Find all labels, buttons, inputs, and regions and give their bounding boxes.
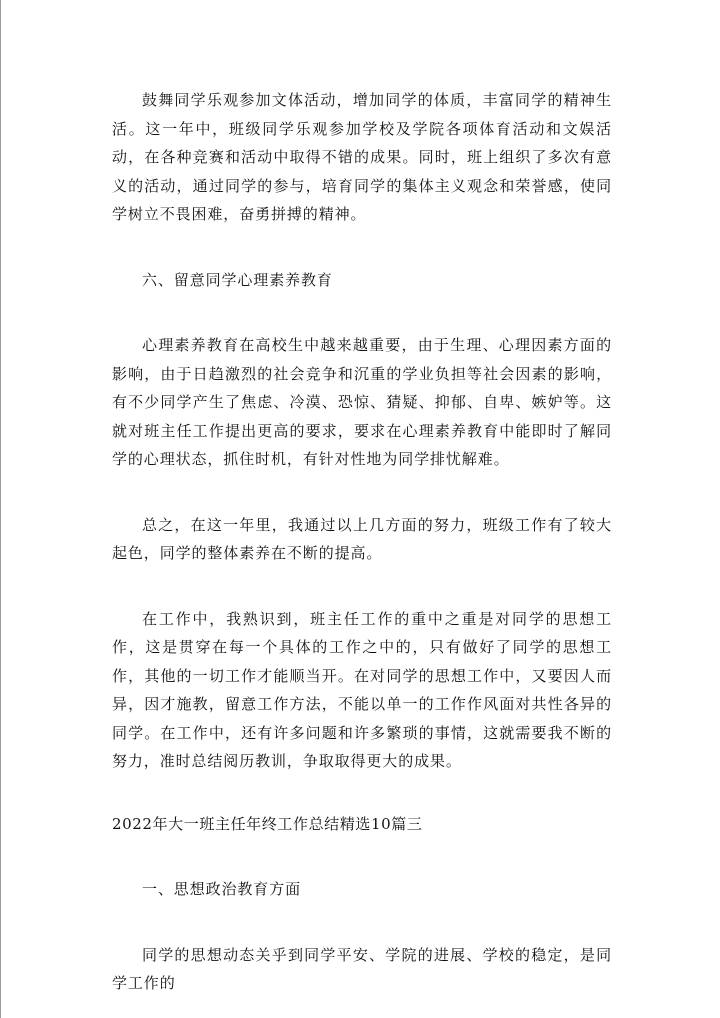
section-heading-psychology: 六、留意同学心理素养教育 — [142, 270, 333, 289]
paragraph-ideology: 同学的思想动态关乎到同学平安、学院的进展、学校的稳定，是同学工作的 — [112, 945, 612, 992]
document-body — [112, 86, 612, 998]
section-heading-ideology: 一、思想政治教育方面 — [142, 880, 302, 898]
paragraph-psychology: 心理素养教育在高校生中越来越重要，由于生理、心理因素方面的影响，由于日趋激烈的社会竞争和沉重的学业负担等社会因素的影响，有不少同学产生了焦虑、冷漠、恐惊、猜疑、抑郁、自卑、嫉妒等。这就对班主任工作提出更高的要求，要求在心理素养教育中能即时了解同学的心理状态，抓住时机，有针对性地为同学排忧解难。 — [112, 336, 612, 468]
paragraph-reflection: 在工作中，我熟识到，班主任工作的重中之重是对同学的思想工作，这是贯穿在每一个具体的工作之中的，只有做好了同学的思想工作，其他的一切工作才能顺当开。在对同学的思想工作中，又要因人而异，因才施教，留意工作方法，不能以单一的工作作风面对共性各异的同学。在工作中，还有许多问题和许多繁琐的事情，这就需要我不断的努力，准时总结阅历教训，争取取得更大的成果。 — [112, 609, 612, 770]
paragraph-activities: 鼓舞同学乐观参加文体活动，增加同学的体质，丰富同学的精神生活。这一年中，班级同学乐观参加学校及学院各项体育活动和文娱活动，在各种竞赛和活动中取得不错的成果。同时，班上组织了多次有意义的活动，通过同学的参与，培育同学的集体主义观念和荣誉感，使同学树立不畏困难，奋勇拼搏的精神。 — [112, 91, 612, 223]
paragraph-summary: 总之，在这一年里，我通过以上几方面的努力，班级工作有了较大起色，同学的整体素养在不断的提高。 — [112, 515, 612, 562]
article-title: 2022年大一班主任年终工作总结精选10篇三 — [112, 814, 423, 833]
